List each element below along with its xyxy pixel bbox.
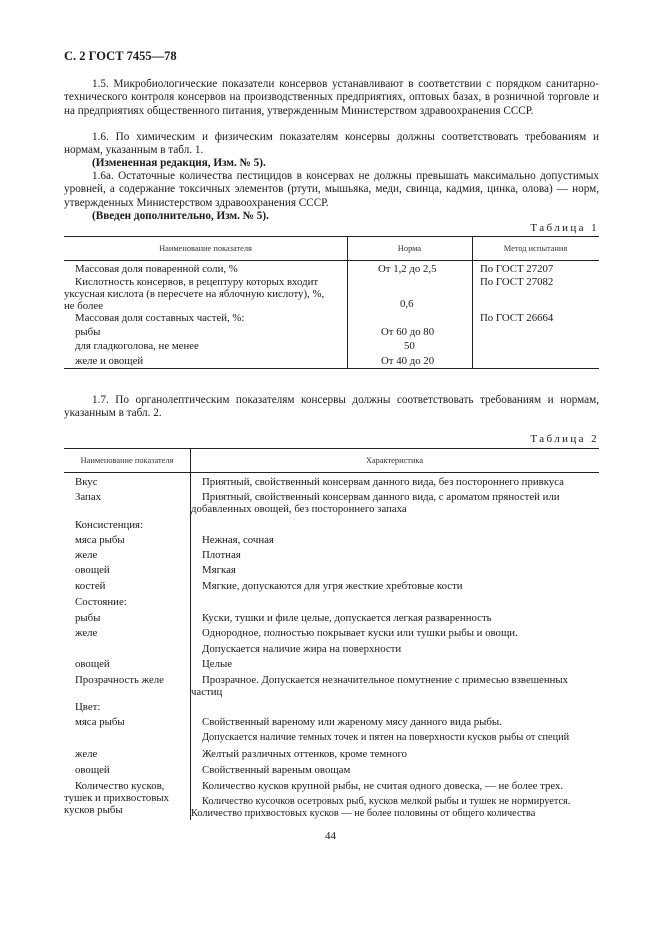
table-2-cell: Количество прихвостовых кусков — не более половины от общего количества xyxy=(191,808,536,819)
table-2-cell: Целые xyxy=(202,658,233,670)
table-2-cell: Приятный, свойственный консервам данного вида, без постороннего привкуса xyxy=(202,476,564,488)
table-2-cell: рыбы xyxy=(75,612,101,624)
table-2-cell: Плотная xyxy=(202,549,241,561)
table-2-cell: Нежная, сочная xyxy=(202,534,274,546)
table-1-cell: Массовая доля поваренной соли, % xyxy=(75,263,238,275)
table-1-divider xyxy=(347,236,348,368)
table-1-header-name: Наименование показателя xyxy=(159,244,252,253)
paragraph-1-6: 1.6. По химическим и физическим показателям консервы должны соответствовать требованиям и нормам, указанным в табл. 1. xyxy=(64,131,599,157)
table-1-cell: уксусная кислота (в пересчете на яблочную кислоту), %, xyxy=(64,288,325,300)
table-1-cell: От 40 до 20 xyxy=(381,355,435,367)
table-1-cell: От 60 до 80 xyxy=(381,326,435,338)
table-2-cell: частиц xyxy=(191,686,223,698)
table-2-cell: Мягкие, допускаются для угря жесткие хребтовые кости xyxy=(202,580,463,592)
paragraph-1-5: 1.5. Микробиологические показатели консервов устанавливают в соответствии с порядком санитарно-технического контроля консервов на производственных предприятиях, оптовых базах, в розничной торговле и на предприятиях общественного питания, утвержденным Министерством здравоохранения СССР. xyxy=(64,78,599,117)
table-1-header-rule xyxy=(64,260,599,261)
table-1-header-method: Метод испытания xyxy=(503,244,568,253)
table-1-top-rule xyxy=(64,236,599,237)
table-2-cell: Однородное, полностью покрывает куски или тушки рыбы и овощи. xyxy=(202,627,518,639)
table-2-cell: Запах xyxy=(75,491,102,503)
table-2-top-rule xyxy=(64,448,599,449)
table-2-cell: Куски, тушки и филе целые, допускается легкая разваренность xyxy=(202,612,492,624)
table-2-cell: овощей xyxy=(75,564,110,576)
table-1-cell: Кислотность консервов, в рецептуру которых входит xyxy=(75,276,319,288)
paragraph-1-7: 1.7. По органолептическим показателям консервы должны соответствовать требованиям и нормам, указанным в табл. 2. xyxy=(64,394,599,420)
paragraph-1-6a: 1.6а. Остаточные количества пестицидов в консервах не должны превышать максимально допустимых уровней, а содержание токсичных элементов (ртути, мышьяка, меди, свинца, кадмия, цинка, олова) — норм, утвержденных Министерством здравоохранения СССР. xyxy=(64,170,599,209)
table-2-cell: Свойственный вареным овощам xyxy=(202,764,351,776)
table-2-label: Таблица 2 xyxy=(530,433,599,445)
page-number: 44 xyxy=(325,830,336,842)
table-2-cell: Прозрачное. Допускается незначительное помутнение с примесью взвешенных xyxy=(202,674,569,686)
amendment-note-1: (Измененная редакция, Изм. № 5). xyxy=(92,157,266,169)
table-2-cell: Допускается наличие темных точек и пятен на поверхности кусков рыбы от специй xyxy=(202,732,570,743)
page-header: С. 2 ГОСТ 7455—78 xyxy=(64,49,177,63)
table-1-cell: Массовая доля составных частей, %: xyxy=(75,312,245,324)
table-2-header-name: Наименование показателя xyxy=(80,456,174,465)
table-2-cell: Вкус xyxy=(75,476,98,488)
table-1-cell: не более xyxy=(64,300,103,312)
table-2-cell: Количество кусков, xyxy=(75,780,165,792)
table-1-bottom-rule xyxy=(64,368,599,369)
table-2-cell: овощей xyxy=(75,658,110,670)
table-1-divider xyxy=(472,236,473,368)
table-2-cell: Желтый различных оттенков, кроме темного xyxy=(202,748,408,760)
table-2-cell: мяса рыбы xyxy=(75,716,125,728)
table-2-cell: костей xyxy=(75,580,106,592)
table-2-cell: Количество кусочков осетровых рыб, кусков мелкой рыбы и тушек не нормируется. xyxy=(202,796,571,807)
table-2-header-rule xyxy=(64,472,599,473)
table-2-cell: мяса рыбы xyxy=(75,534,125,546)
table-2-cell: Допускается наличие жира на поверхности xyxy=(202,643,402,655)
table-2-cell: добавленных овощей, без постороннего запаха xyxy=(191,503,407,515)
table-2-cell: Состояние: xyxy=(75,596,127,608)
table-1-cell: По ГОСТ 27207 xyxy=(480,263,554,275)
table-2-cell: тушек и прихвостовых xyxy=(64,792,170,804)
table-1-label: Таблица 1 xyxy=(530,222,599,234)
table-2-cell: Свойственный вареному или жареному мясу данного вида рыбы. xyxy=(202,716,502,728)
table-1-header-norm: Норма xyxy=(397,244,422,253)
table-1-cell: 50 xyxy=(404,340,415,352)
table-2-cell: желе xyxy=(75,748,98,760)
amendment-note-2: (Введен дополнительно, Изм. № 5). xyxy=(92,210,269,222)
table-1-cell: рыбы xyxy=(75,326,101,338)
table-2-cell: Консистенция: xyxy=(75,519,144,531)
table-2-cell: Количество кусков крупной рыбы, не считая одного довеска, — не более трех. xyxy=(202,780,564,792)
table-2-cell: желе xyxy=(75,549,98,561)
table-1-cell: для гладкоголова, не менее xyxy=(75,340,199,352)
table-2-cell: Прозрачность желе xyxy=(75,674,164,686)
table-2-header-characteristic: Характеристика xyxy=(365,456,424,465)
table-2-cell: Приятный, свойственный консервам данного вида, с ароматом пряностей или xyxy=(202,491,560,503)
table-1-cell: По ГОСТ 27082 xyxy=(480,276,554,288)
table-1-cell: По ГОСТ 26664 xyxy=(480,312,554,324)
table-2-cell: кусков рыбы xyxy=(64,804,123,816)
table-2-cell: желе xyxy=(75,627,98,639)
table-1-cell: От 1,2 до 2,5 xyxy=(378,263,437,275)
table-2-cell: Цвет: xyxy=(75,701,101,713)
table-1-cell: желе и овощей xyxy=(75,355,144,367)
table-1-cell: 0,6 xyxy=(400,298,414,310)
table-2-cell: Мягкая xyxy=(202,564,236,576)
table-2-cell: овощей xyxy=(75,764,110,776)
